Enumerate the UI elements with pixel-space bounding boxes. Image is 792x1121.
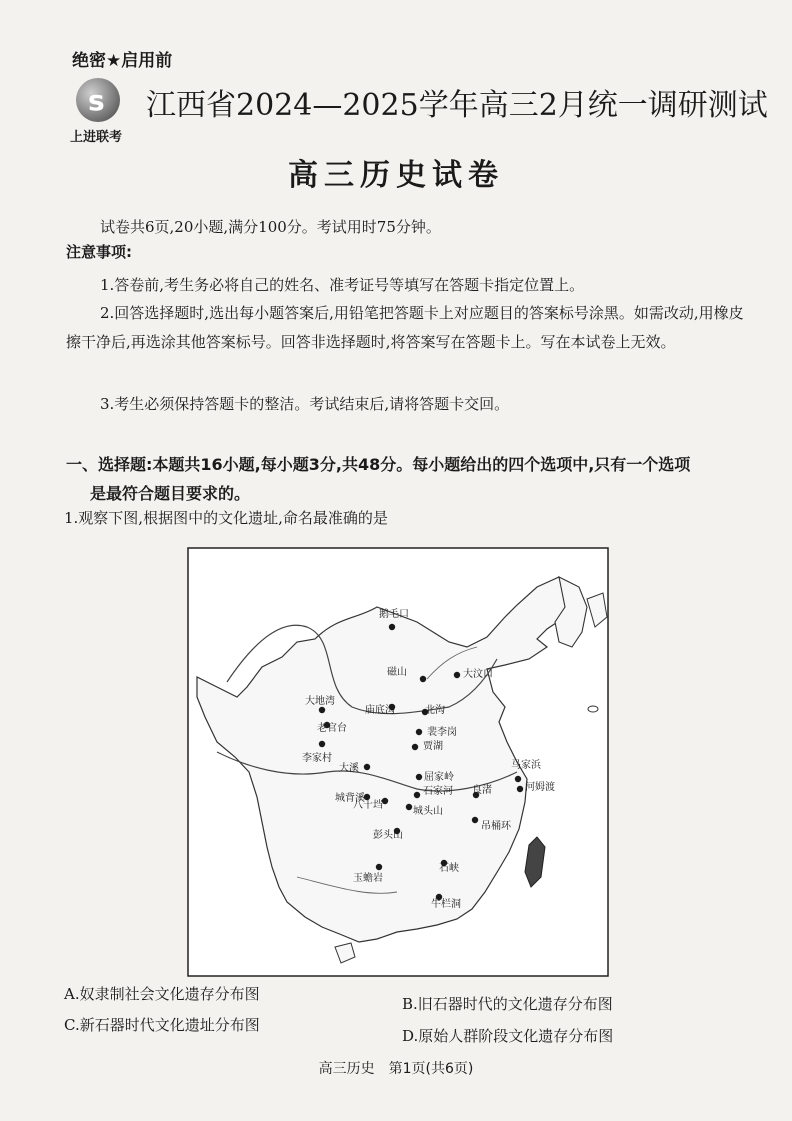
site-label: 石峡 bbox=[439, 863, 459, 874]
notice-item-1: 1.答卷前,考生务必将自己的姓名、准考证号等填写在答题卡指定位置上。 bbox=[100, 276, 585, 294]
site-marker bbox=[420, 676, 426, 682]
site-marker bbox=[319, 707, 325, 713]
site-label: 良渚 bbox=[472, 785, 492, 796]
site-label: 老官台 bbox=[317, 723, 347, 734]
site-label: 大地湾 bbox=[305, 696, 335, 707]
site-label: 磁山 bbox=[387, 667, 407, 678]
site-label: 北沟 bbox=[425, 705, 445, 716]
option-b[interactable]: B.旧石器时代的文化遗存分布图 bbox=[402, 995, 613, 1013]
logo-glyph-icon: s bbox=[88, 84, 105, 117]
site-marker bbox=[472, 817, 478, 823]
site-marker bbox=[454, 672, 460, 678]
site-label: 城头山 bbox=[413, 806, 443, 817]
site-label: 吊桶环 bbox=[481, 821, 511, 832]
exam-intro: 试卷共6页,20小题,满分100分。考试用时75分钟。 bbox=[100, 218, 441, 236]
section-heading bbox=[66, 450, 756, 508]
site-marker bbox=[406, 804, 412, 810]
site-label: 大汶口 bbox=[463, 669, 493, 680]
logo-text: 上进联考 bbox=[70, 130, 123, 145]
site-label: 裴李岗 bbox=[427, 727, 457, 738]
exam-logo bbox=[68, 78, 132, 150]
site-label: 马家浜 bbox=[511, 760, 541, 771]
site-marker bbox=[412, 744, 418, 750]
site-marker bbox=[517, 786, 523, 792]
site-label: 河姆渡 bbox=[525, 782, 555, 793]
site-marker bbox=[389, 624, 395, 630]
option-c[interactable]: C.新石器时代文化遗址分布图 bbox=[64, 1016, 260, 1034]
notice-item-2: 2.回答选择题时,选出每小题答案后,用铅笔把答题卡上对应题目的答案标号涂黑。如需改动,用橡皮擦干净后,再选涂其他答案标号。回答非选择题时,将答案写在答题卡上。写在本试卷上无效。 bbox=[66, 304, 744, 351]
map-svg bbox=[187, 547, 609, 977]
site-label: 玉蟾岩 bbox=[353, 873, 383, 884]
site-label: 贾湖 bbox=[423, 741, 443, 752]
site-marker bbox=[319, 741, 325, 747]
site-label: 庙底沟 bbox=[365, 705, 395, 716]
site-marker bbox=[416, 729, 422, 735]
site-marker bbox=[416, 774, 422, 780]
secret-label: 绝密★启用前 bbox=[72, 51, 173, 71]
site-marker bbox=[364, 764, 370, 770]
site-label: 石家河 bbox=[423, 786, 453, 797]
site-marker bbox=[414, 792, 420, 798]
subject-title: 高三历史试卷 bbox=[288, 158, 504, 193]
question-1-stem: 1.观察下图,根据图中的文化遗址,命名最准确的是 bbox=[64, 509, 388, 527]
notice-heading: 注意事项: bbox=[66, 243, 132, 261]
site-label: 彭头山 bbox=[373, 830, 403, 841]
page-footer: 高三历史 第1页(共6页) bbox=[318, 1061, 474, 1077]
site-label: 屈家岭 bbox=[424, 772, 454, 783]
exam-title: 江西省2024—2025学年高三2月统一调研测试 bbox=[146, 88, 768, 123]
culture-site-map bbox=[187, 547, 609, 977]
option-d[interactable]: D.原始人群阶段文化遗存分布图 bbox=[402, 1027, 614, 1045]
site-marker bbox=[376, 864, 382, 870]
island-small bbox=[588, 706, 598, 712]
section-heading-line1: 一、选择题:本题共16小题,每小题3分,共48分。每小题给出的四个选项中,只有一个选项 bbox=[66, 455, 691, 474]
site-label: 大溪 bbox=[339, 763, 359, 774]
site-label: 李家村 bbox=[302, 753, 332, 764]
notice-item-3: 3.考生必须保持答题卡的整洁。考试结束后,请将答题卡交回。 bbox=[100, 395, 510, 413]
site-label: 鹅毛口 bbox=[379, 609, 409, 620]
option-a[interactable]: A.奴隶制社会文化遗存分布图 bbox=[64, 985, 260, 1003]
site-label: 城背溪 bbox=[335, 793, 365, 804]
section-heading-line2: 是最符合题目要求的。 bbox=[90, 484, 251, 503]
site-label: 八十垱 bbox=[353, 800, 383, 811]
site-label: 牛栏洞 bbox=[431, 899, 461, 910]
site-marker bbox=[515, 776, 521, 782]
